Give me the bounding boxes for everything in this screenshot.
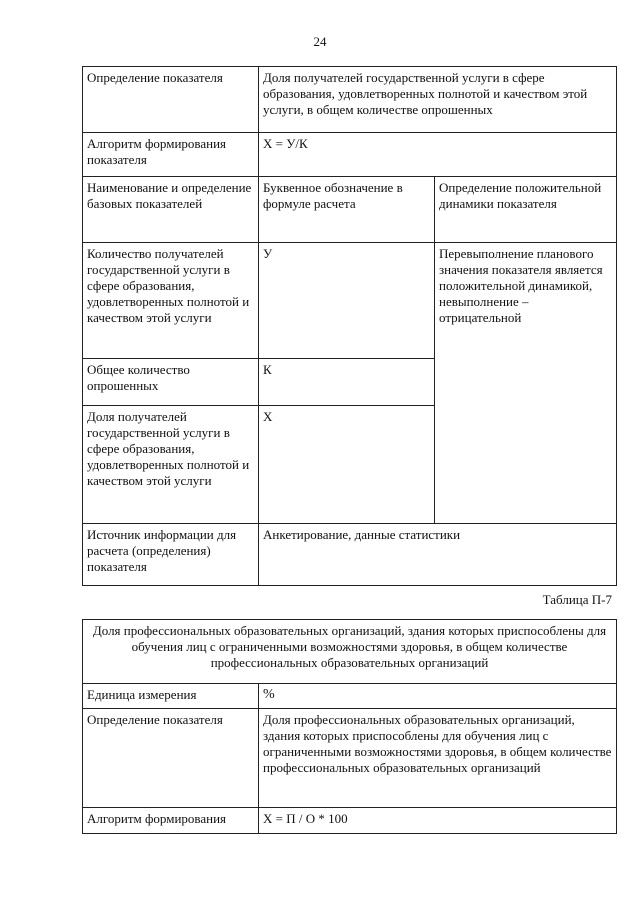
- definition-label: Определение показателя: [83, 67, 259, 133]
- title-row: [83, 620, 617, 684]
- unit-row: [83, 684, 617, 709]
- algorithm-value: Х = П / О * 100: [259, 808, 617, 834]
- definition-value: Доля профессиональных образовательных организаций, здания которых приспособлены для обучения лиц с ограниченными возможностями здоровья, в общем количестве профессиональных образовательных организаций: [259, 709, 617, 808]
- page-number: 24: [313, 34, 327, 49]
- algorithm-label: Алгоритм формирования: [83, 808, 259, 834]
- definition-label: Определение показателя: [83, 709, 259, 808]
- header-name: Наименование и определение базовых показателей: [83, 177, 259, 243]
- row-symbol: К: [259, 359, 435, 406]
- source-value: Анкетирование, данные статистики: [259, 524, 617, 586]
- definition-row: [83, 709, 617, 808]
- dynamics-value: Перевыполнение планового значения показателя является положительной динамикой, невыполнение – отрицательной: [435, 243, 617, 524]
- definition-value: Доля получателей государственной услуги в сфере образования, удовлетворенных полнотой и качеством этой услуги, в общем количестве опрошенных: [259, 67, 617, 133]
- table-title: Доля профессиональных образовательных организаций, здания которых приспособлены для обучения лиц с ограниченными возможностями здоровья, в общем количестве профессиональных образовательных организаций: [83, 620, 617, 684]
- row-symbol: Х: [259, 406, 435, 524]
- indicator-table-2: [82, 619, 617, 834]
- header-symbol: Буквенное обозначение в формуле расчета: [259, 177, 435, 243]
- table-row: [83, 243, 617, 359]
- row-symbol: У: [259, 243, 435, 359]
- table-caption: Таблица П-7: [542, 592, 612, 607]
- unit-label: Единица измерения: [83, 684, 259, 709]
- row-name: Количество получателей государственной услуги в сфере образования, удовлетворенных полнотой и качеством этой услуги: [83, 243, 259, 359]
- algorithm-row: [83, 133, 617, 177]
- row-name: Общее количество опрошенных: [83, 359, 259, 406]
- source-row: [83, 524, 617, 586]
- algorithm-value: Х = У/К: [259, 133, 617, 177]
- indicator-table-1: [82, 66, 617, 586]
- unit-value: %: [259, 684, 617, 709]
- row-name: Доля получателей государственной услуги в сфере образования, удовлетворенных полнотой и качеством этой услуги: [83, 406, 259, 524]
- header-row: [83, 177, 617, 243]
- definition-row: [83, 67, 617, 133]
- source-label: Источник информации для расчета (определения) показателя: [83, 524, 259, 586]
- algorithm-label: Алгоритм формирования показателя: [83, 133, 259, 177]
- header-dynamics: Определение положительной динамики показателя: [435, 177, 617, 243]
- algorithm-row: [83, 808, 617, 834]
